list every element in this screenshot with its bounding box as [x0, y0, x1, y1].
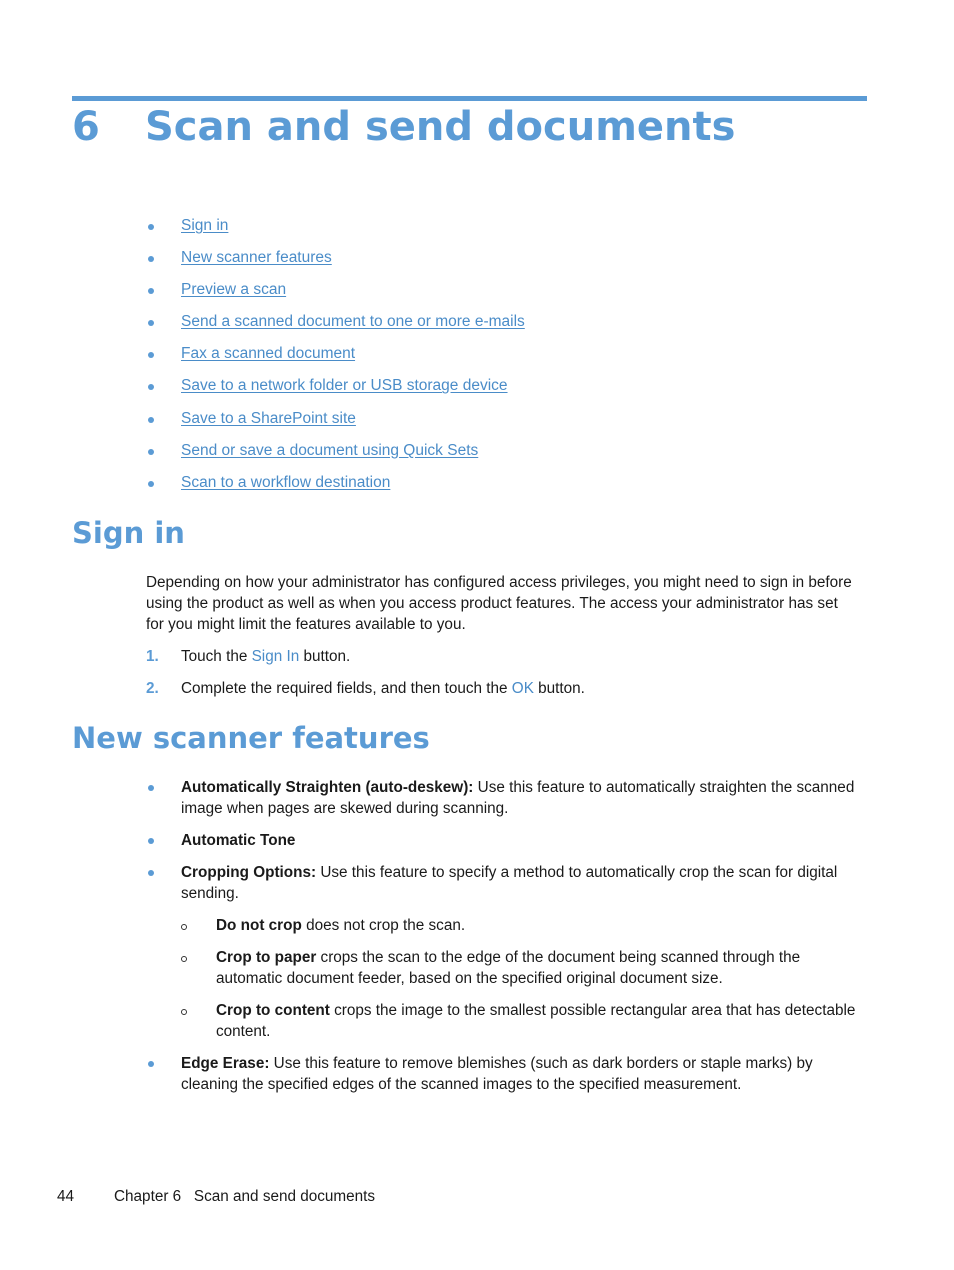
step-text: button.	[299, 648, 351, 665]
bullet	[148, 785, 154, 791]
toc-link-fax[interactable]: Fax a scanned document	[181, 345, 356, 363]
sign-in-button-reference: Sign In	[251, 648, 300, 665]
chapter-number: 6	[72, 104, 100, 150]
page-number: 44	[57, 1188, 75, 1205]
toc-item	[146, 214, 525, 246]
chapter-rule	[72, 96, 867, 101]
crop-term: Crop to content	[216, 1002, 330, 1019]
feature-term: Cropping Options:	[181, 864, 317, 881]
crop-description: crops the scan to the edge of the document being scanned through the automatic document feeder, based on the specified original document size.	[216, 949, 801, 987]
toc-link-sign-in[interactable]: Sign in	[181, 217, 229, 234]
crop-term: Do not crop	[216, 917, 302, 934]
chapter-title	[72, 104, 735, 150]
crop-option-do-not-crop	[181, 915, 861, 936]
crop-description: crops the image to the smallest possible rectangular area that has detectable content.	[216, 1002, 856, 1040]
feature-item-automatic-tone	[146, 830, 858, 851]
toc-link-send-email[interactable]: Send a scanned document to one or more e-mails	[181, 313, 525, 331]
feature-term: Automatic Tone	[181, 832, 296, 849]
chapter-toc	[146, 214, 525, 503]
toc-link-sharepoint[interactable]: Save to a SharePoint site	[181, 409, 356, 427]
toc-item	[146, 278, 525, 310]
step-text: Touch the	[181, 648, 252, 665]
toc-item	[146, 310, 525, 342]
ok-button-reference: OK	[511, 680, 534, 697]
crop-option-crop-to-paper	[181, 947, 861, 989]
bullet	[148, 1061, 154, 1067]
features-heading: New scanner features	[72, 721, 430, 755]
toc-item	[146, 374, 525, 406]
crop-term: Crop to paper	[216, 949, 317, 966]
toc-item	[146, 342, 525, 374]
step-1	[146, 646, 350, 667]
step-text: button.	[533, 680, 585, 697]
toc-link-preview-a-scan[interactable]: Preview a scan	[181, 281, 287, 299]
feature-term: Automatically Straighten (auto-deskew):	[181, 779, 474, 796]
feature-item-auto-straighten	[146, 777, 858, 819]
crop-option-crop-to-content	[181, 1000, 861, 1042]
footer-chapter: Chapter 6 Scan and send documents	[114, 1188, 376, 1205]
step-number: 1.	[146, 648, 159, 665]
feature-description: Use this feature to automatically straighten the scanned image when pages are skewed during scanning.	[181, 779, 855, 817]
feature-item-cropping-options	[146, 862, 858, 904]
toc-item	[146, 407, 525, 439]
toc-link-quick-sets[interactable]: Send or save a document using Quick Sets	[181, 441, 479, 459]
toc-link-network-folder[interactable]: Save to a network folder or USB storage device	[181, 377, 508, 395]
sub-bullet	[181, 1009, 187, 1015]
feature-description: Use this feature to specify a method to automatically crop the scan for digital sending.	[181, 864, 838, 902]
bullet	[148, 838, 154, 844]
bullet	[148, 870, 154, 876]
feature-item-edge-erase	[146, 1053, 858, 1095]
step-number: 2.	[146, 680, 159, 697]
toc-item	[146, 471, 525, 503]
toc-link-workflow[interactable]: Scan to a workflow destination	[181, 473, 391, 491]
sub-bullet	[181, 924, 187, 930]
sign-in-heading: Sign in	[72, 516, 185, 550]
chapter-title-text: Scan and send documents	[145, 104, 736, 150]
sub-bullet	[181, 956, 187, 962]
feature-term: Edge Erase:	[181, 1055, 270, 1072]
toc-link-new-scanner-features[interactable]: New scanner features	[181, 249, 332, 267]
page-footer	[57, 1188, 376, 1206]
step-2	[146, 678, 585, 699]
sign-in-paragraph: Depending on how your administrator has configured access privileges, you might need to sign in before using the product as well as when you access product features. The access your administrator has set for you might limit the features available to you.	[146, 574, 852, 633]
crop-description: does not crop the scan.	[301, 917, 466, 934]
toc-item	[146, 246, 525, 278]
feature-description: Use this feature to remove blemishes (such as dark borders or staple marks) by cleaning the specified edges of the scanned images to the specified measurement.	[181, 1055, 813, 1093]
toc-item	[146, 439, 525, 471]
step-text: Complete the required fields, and then touch the	[181, 680, 512, 697]
